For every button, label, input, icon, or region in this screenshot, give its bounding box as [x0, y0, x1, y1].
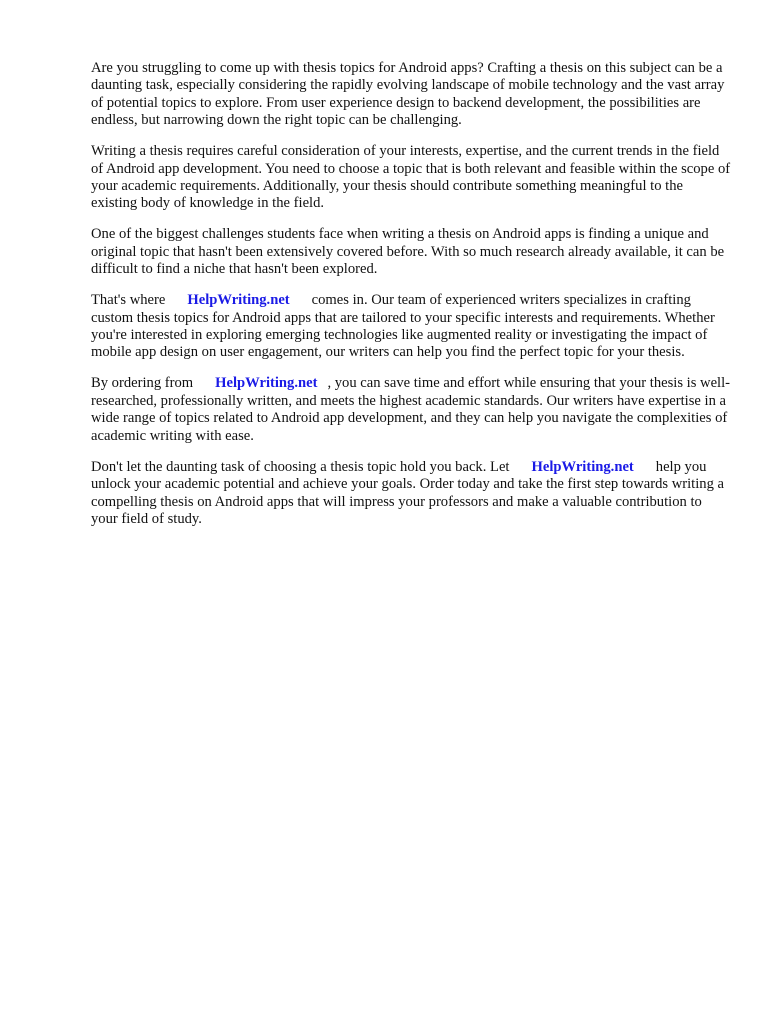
paragraph-cta-lead: Don't let the daunting task of choosing a thesis topic hold you back. Let — [91, 458, 510, 475]
paragraph-cta-rest: help you unlock your academic potential and achieve your goals. Order today and take the first step towards writing a compelling thesis on Android apps that will impress your professors and make a valuable contribution to your field of study. — [91, 458, 724, 527]
paragraph-intro — [91, 60, 731, 130]
paragraph-service-rest: comes in. Our team of experienced writers specializes in crafting custom thesis topics for Android apps that are tailored to your specific interests and requirements. Whether you're interested in exploring emerging technologies like augmented reality or investigating the impact of mobile app design on user engagement, our writers can help you find the perfect topic for your thesis. — [91, 292, 715, 361]
paragraph-ordering-lead: By ordering from — [91, 375, 194, 392]
paragraph-call-to-action — [91, 459, 731, 529]
paragraph-considerations — [91, 143, 731, 213]
paragraph-service-lead: That's where — [91, 292, 166, 309]
helpwriting-link-1[interactable]: HelpWriting.net — [187, 292, 290, 309]
paragraph-intro-text: Are you struggling to come up with thesis topics for Android apps? Crafting a thesis on this subject can be a daunting task, especially considering the rapidly evolving landscape of mobile technology and the vast array of potential topics to explore. From user experience design to backend development, the possibilities are endless, but narrowing down the right topic can be challenging. — [91, 60, 725, 129]
paragraph-considerations-text: Writing a thesis requires careful consideration of your interests, expertise, and the current trends in the field of Android app development. You need to choose a topic that is both relevant and feasible within the scope of your academic requirements. Additionally, your thesis should contribute something meaningful to the existing body of knowledge in the field. — [91, 143, 731, 212]
helpwriting-link-2[interactable]: HelpWriting.net — [215, 375, 318, 392]
paragraph-challenges — [91, 226, 731, 278]
paragraph-ordering — [91, 375, 731, 445]
paragraph-ordering-rest: , you can save time and effort while ensuring that your thesis is well-researched, professionally written, and meets the highest academic standards. Our writers have expertise in a wide range of topics related to Android app development, and they can help you navigate the complexities of academic writing with ease. — [91, 375, 731, 444]
paragraph-challenges-text: One of the biggest challenges students face when writing a thesis on Android apps is finding a unique and original topic that hasn't been extensively covered before. With so much research already available, it can be difficult to find a niche that hasn't been explored. — [91, 226, 725, 278]
paragraph-service — [91, 292, 731, 362]
document-body — [91, 60, 731, 542]
helpwriting-link-3[interactable]: HelpWriting.net — [531, 458, 634, 475]
